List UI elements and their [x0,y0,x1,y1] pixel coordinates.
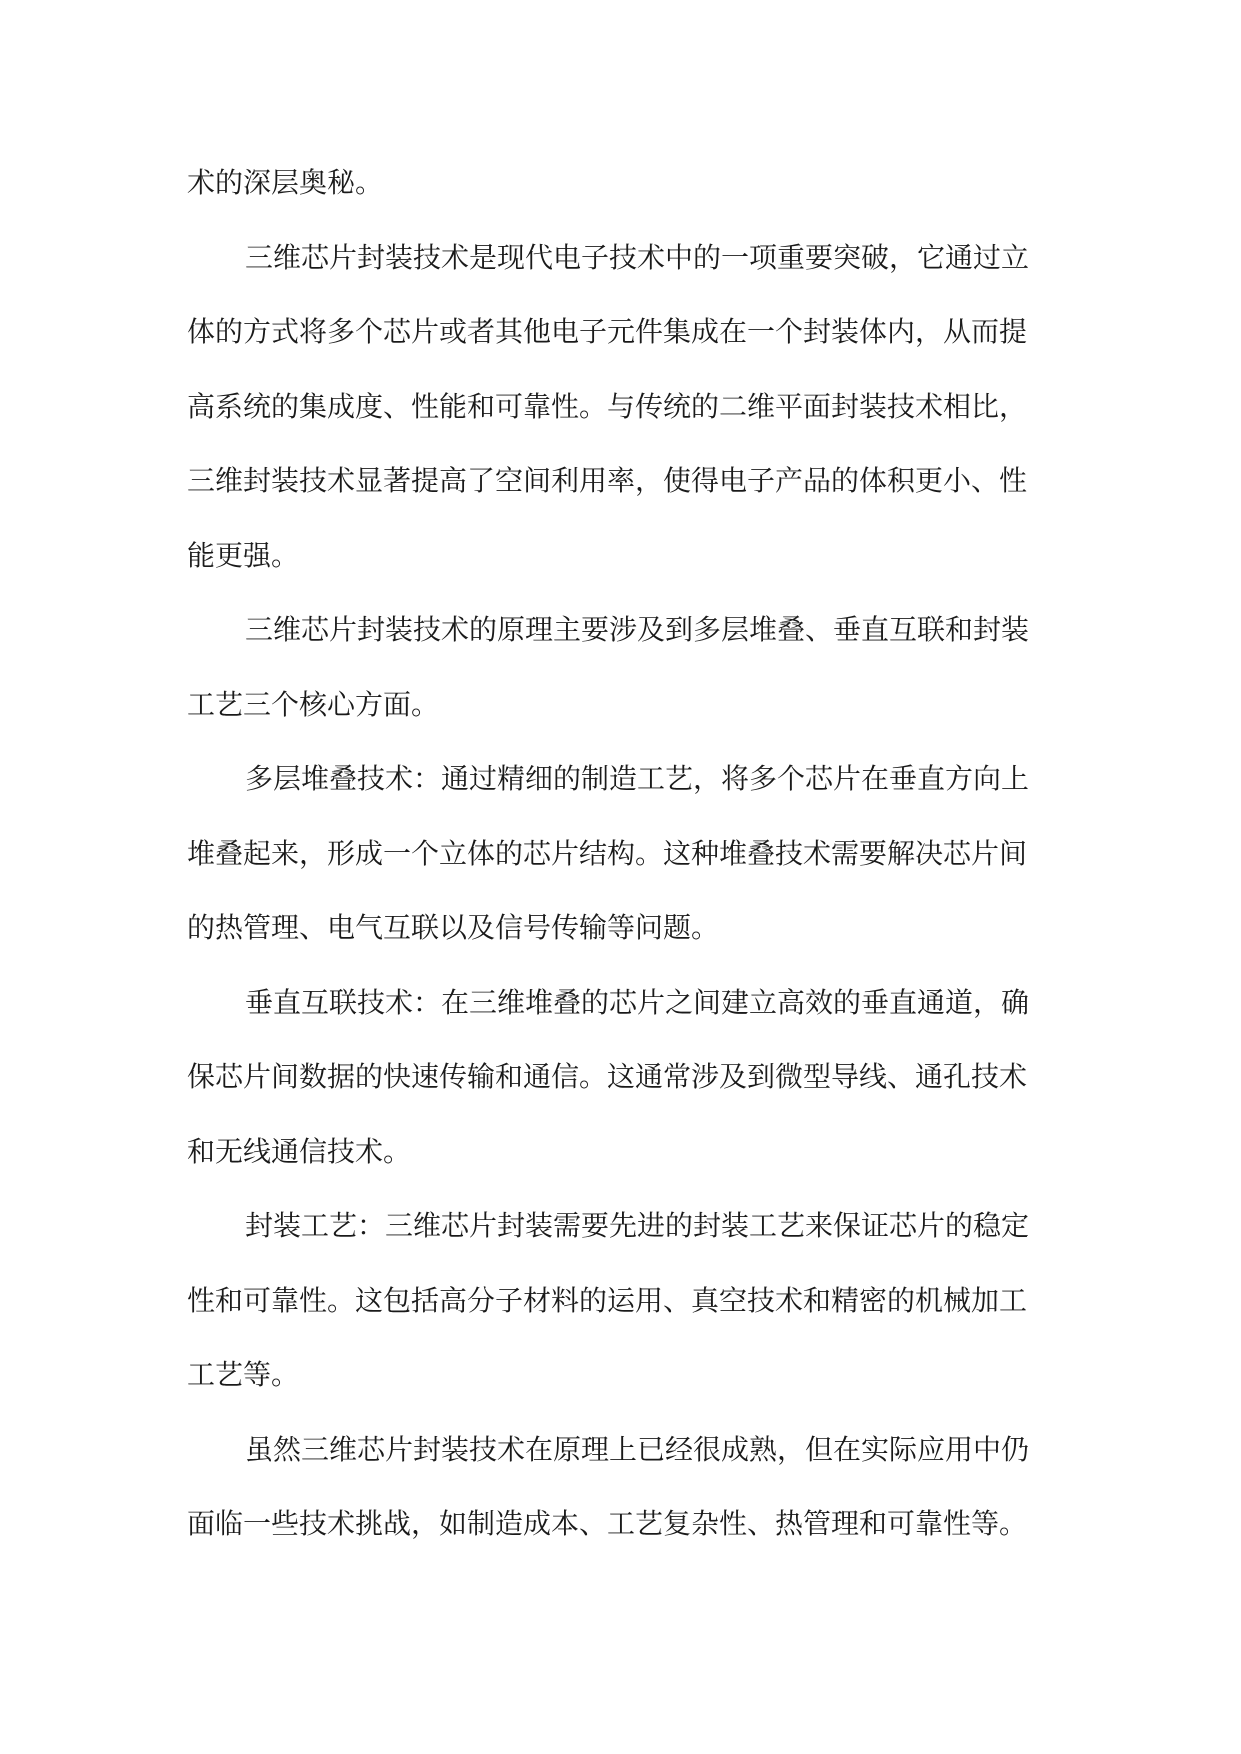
text-line: 三维芯片封装技术是现代电子技术中的一项重要突破，它通过立 [245,240,1030,274]
text-line: 三维芯片封装技术的原理主要涉及到多层堆叠、垂直互联和封装 [245,613,1030,646]
text-line: 的热管理、电气互联以及信号传输等问题。 [187,911,720,944]
text-line: 堆叠起来，形成一个立体的芯片结构。这种堆叠技术需要解决芯片间 [187,836,1028,870]
text-line: 性和可靠性。这包括高分子材料的运用、真空技术和精密的机械加工 [187,1283,1028,1317]
text-line: 多层堆叠技术：通过精细的制造工艺，将多个芯片在垂直方向上 [245,762,1030,795]
text-line: 体的方式将多个芯片或者其他电子元件集成在一个封装体内，从而提 [187,315,1028,348]
text-line: 封装工艺：三维芯片封装需要先进的封装工艺来保证芯片的稳定 [245,1209,1030,1242]
text-line: 垂直互联技术：在三维堆叠的芯片之间建立高效的垂直通道，确 [245,985,1030,1019]
text-line: 虽然三维芯片封装技术在原理上已经很成熟，但在实际应用中仍 [245,1432,1030,1466]
text-line: 工艺等。 [187,1358,300,1391]
text-line: 能更强。 [187,538,300,572]
text-line: 工艺三个核心方面。 [187,687,440,721]
text-line: 三维封装技术显著提高了空间利用率，使得电子产品的体积更小、性 [187,464,1028,497]
body-text [187,146,1057,1562]
text-line: 高系统的集成度、性能和可靠性。与传统的二维平面封装技术相比， [187,389,1028,423]
text-line: 术的深层奥秘。 [187,166,384,199]
text-line: 和无线通信技术。 [187,1134,412,1168]
text-line: 保芯片间数据的快速传输和通信。这通常涉及到微型导线、通孔技术 [187,1060,1028,1093]
text-line: 面临一些技术挑战，如制造成本、工艺复杂性、热管理和可靠性等。 [187,1507,1028,1540]
